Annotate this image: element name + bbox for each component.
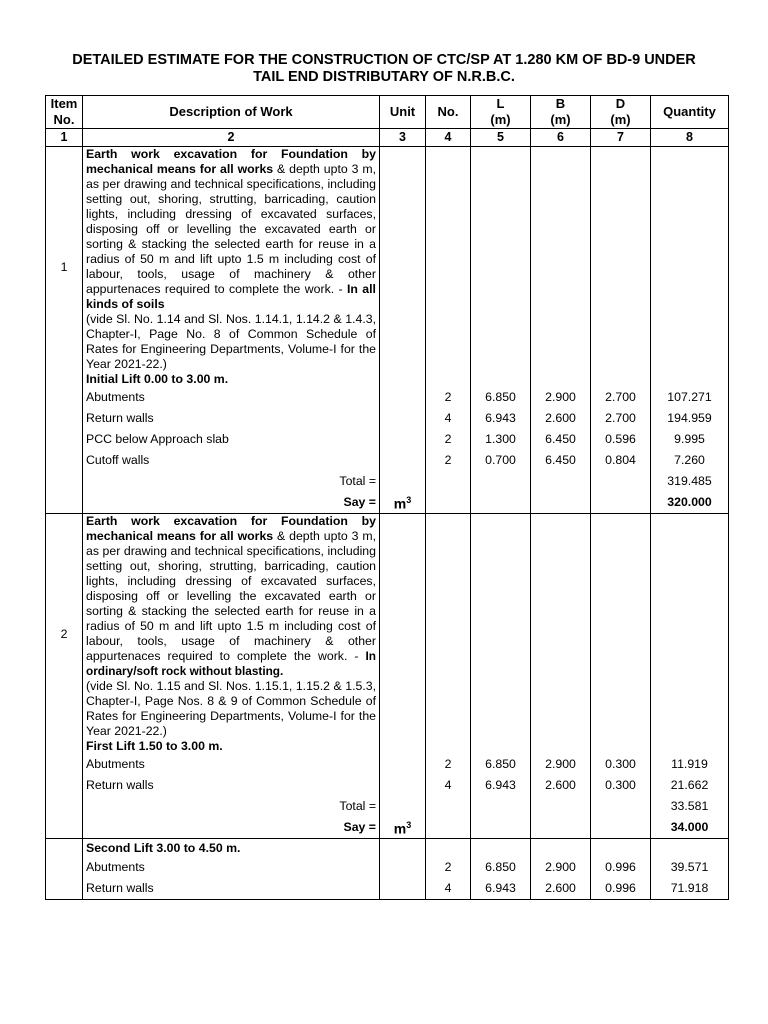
- total-label: Total =: [83, 471, 380, 492]
- say-label: Say =: [83, 817, 380, 839]
- say-value: 320.000: [651, 492, 729, 514]
- row-name: Cutoff walls: [83, 450, 380, 471]
- row-name: PCC below Approach slab: [83, 429, 380, 450]
- header-description: Description of Work: [83, 96, 380, 129]
- table-row: PCC below Approach slab 2 1.300 6.450 0.596 9.995: [46, 429, 729, 450]
- estimate-table: [45, 95, 729, 900]
- title-line-1: DETAILED ESTIMATE FOR THE CONSTRUCTION OF CTC/SP AT 1.280 KM OF BD-9 UNDER: [72, 52, 696, 68]
- lift-heading-row: [46, 839, 729, 858]
- table-row: Abutments 2 6.850 2.900 2.700 107.271: [46, 387, 729, 408]
- row-name: Return walls: [83, 775, 380, 796]
- table-row: Return walls 4 6.943 2.600 0.300 21.662: [46, 775, 729, 796]
- table-row: Return walls 4 6.943 2.600 0.996 71.918: [46, 878, 729, 900]
- say-row: [46, 492, 729, 514]
- total-value: 33.581: [651, 796, 729, 817]
- column-number: 7: [591, 129, 651, 147]
- table-row: Return walls 4 6.943 2.600 2.700 194.959: [46, 408, 729, 429]
- second-lift-section: [46, 839, 729, 900]
- lift-heading: Initial Lift 0.00 to 3.00 m.: [86, 372, 229, 386]
- total-label: Total =: [83, 796, 380, 817]
- item-number: 1: [46, 147, 83, 388]
- total-row: [46, 471, 729, 492]
- header-row: [46, 96, 729, 129]
- table-row: Abutments 2 6.850 2.900 0.996 39.571: [46, 857, 729, 878]
- unit-cell: $m^3$: [380, 492, 426, 514]
- row-name: Return walls: [83, 878, 380, 900]
- item-description-row: [46, 147, 729, 388]
- item-description: Earth work excavation for Foundation by mechanical means for all works & depth upto 3 m, as per drawing and technical specifications, including setting out, shoring, strutting, barricading, caution lights, including dressing of excavated surfaces, disposing off or levelling the excavated earth or sorting & stacking the selected earth for reuse in a radius of 50 m and lift upto 1.5 m including cost of labour, tools, usage of machinery & other appurtenaces required to complete the work. - In all kinds of soils (vide Sl. No. 1.14 and Sl. Nos. 1.14.1, 1.14.2 & 1.4.3, Chapter-I, Page No. 8 of Common Schedule of Rates for Engineering Departments, Volume-I for the Year 2021-22.) Initial Lift 0.00 to 3.00 m.: [83, 147, 380, 388]
- column-number: 1: [46, 129, 83, 147]
- column-number-row: [46, 129, 729, 147]
- say-label: Say =: [83, 492, 380, 514]
- column-number: 5: [471, 129, 531, 147]
- row-name: Abutments: [83, 387, 380, 408]
- header-breadth: B (m): [531, 96, 591, 129]
- row-name: Abutments: [83, 857, 380, 878]
- row-name: Abutments: [83, 754, 380, 775]
- say-value: 34.000: [651, 817, 729, 839]
- column-number: 8: [651, 129, 729, 147]
- column-number: 6: [531, 129, 591, 147]
- lift-heading: Second Lift 3.00 to 4.50 m.: [83, 839, 380, 858]
- total-row: [46, 796, 729, 817]
- column-number: 4: [426, 129, 471, 147]
- say-row: [46, 817, 729, 839]
- header-depth: D (m): [591, 96, 651, 129]
- item-number: 2: [46, 514, 83, 755]
- lift-heading: First Lift 1.50 to 3.00 m.: [86, 739, 223, 753]
- item-description: Earth work excavation for Foundation by mechanical means for all works & depth upto 3 m, as per drawing and technical specifications, including setting out, shoring, strutting, barricading, caution lights, including dressing of excavated surfaces, disposing off or levelling the excavated earth or sorting & stacking the selected earth for reuse in a radius of 50 m and lift upto 1.5 m including cost of labour, tools, usage of machinery & other appurtenaces required to complete the work. - In ordinary/soft rock without blasting. (vide Sl. No. 1.15 and Sl. Nos. 1.15.1, 1.15.2 & 1.5.3, Chapter-I, Page Nos. 8 & 9 of Common Schedule of Rates for Engineering Departments, Volume-I for the Year 2021-22.) First Lift 1.50 to 3.00 m.: [83, 514, 380, 755]
- header-no: No.: [426, 96, 471, 129]
- header-unit: Unit: [380, 96, 426, 129]
- header-quantity: Quantity: [651, 96, 729, 129]
- document-title: [40, 52, 728, 86]
- column-number: 2: [83, 129, 380, 147]
- header-item-no: Item No.: [46, 96, 83, 129]
- item-2-section: [46, 514, 729, 839]
- item-description-row: [46, 514, 729, 755]
- column-number: 3: [380, 129, 426, 147]
- table-row: Cutoff walls 2 0.700 6.450 0.804 7.260: [46, 450, 729, 471]
- unit-cell: $m^3$: [380, 817, 426, 839]
- row-name: Return walls: [83, 408, 380, 429]
- header-length: L (m): [471, 96, 531, 129]
- item-1-section: [46, 147, 729, 514]
- total-value: 319.485: [651, 471, 729, 492]
- title-line-2: TAIL END DISTRIBUTARY OF N.R.B.C.: [253, 69, 515, 85]
- table-row: Abutments 2 6.850 2.900 0.300 11.919: [46, 754, 729, 775]
